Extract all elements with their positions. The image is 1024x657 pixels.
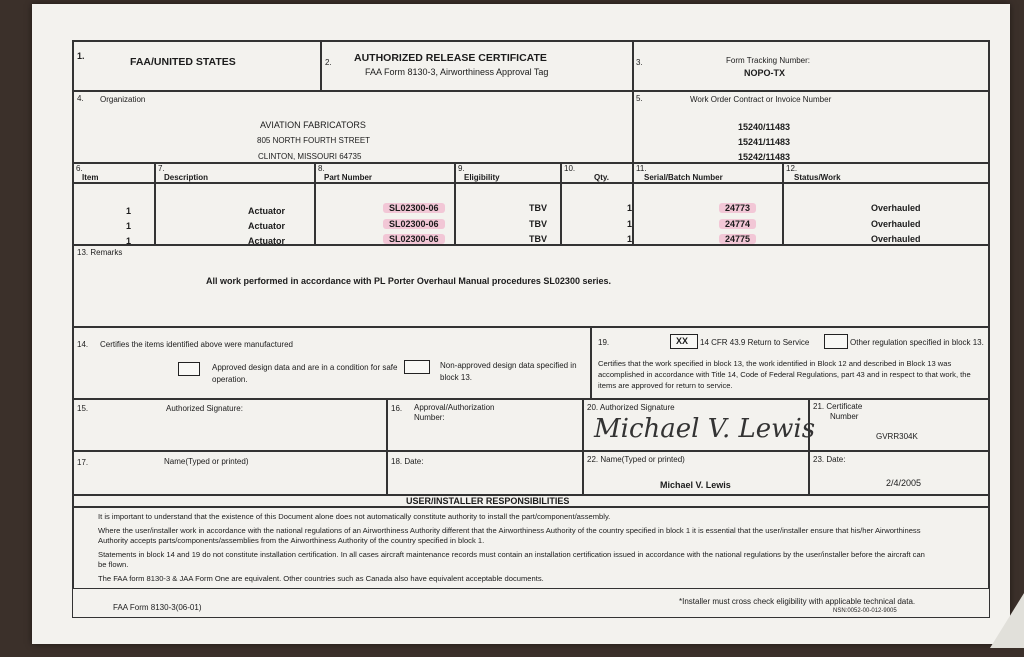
table-row: [73, 221, 989, 235]
organization-city: CLINTON, MISSOURI 64735: [258, 152, 362, 161]
certificate-paper: [32, 4, 1010, 644]
header-serial: 11. Serial/Batch Number: [633, 163, 783, 183]
organization-label: Organization: [100, 95, 146, 104]
return-to-service-label: 14 CFR 43.9 Return to Service: [700, 338, 810, 347]
eligibility-cell: TBV: [529, 219, 547, 229]
item-cell: 1: [126, 206, 132, 216]
description-cell: Actuator: [248, 206, 286, 216]
qty-cell: 1: [627, 203, 633, 213]
item-cell: 1: [126, 221, 132, 231]
certificate-number-label: Number: [830, 412, 859, 421]
status-cell: Overhauled: [871, 234, 921, 244]
non-approved-design-checkbox[interactable]: [404, 360, 430, 374]
tracking-label: Form Tracking Number:: [726, 56, 811, 65]
item-cell: 1: [126, 236, 132, 246]
block-19: [591, 327, 989, 399]
form-grid: [72, 40, 990, 618]
qty-cell: 1: [627, 219, 633, 229]
checkbox-mark: XX: [676, 336, 689, 346]
block-16-number: 16.: [391, 404, 403, 413]
description-cell: Actuator: [248, 236, 286, 246]
other-regulation-checkbox[interactable]: [824, 334, 848, 349]
block-19-number: 19.: [598, 338, 610, 347]
installer-note: *Installer must cross check eligibility with applicable technical data.: [679, 597, 916, 606]
block-4-number: 4.: [77, 94, 84, 103]
non-approved-design-label: Non-approved design data specified in block 13.: [440, 361, 577, 382]
authorized-signature-label: Authorized Signature:: [166, 404, 243, 413]
responsibility-paragraph-2: Where the user/installer work in accordance with the national regulations of an Airworthiness Authority different that the Airworthiness Authority of the country specified in block 1 it is essential that the user/installer ensure that his/her Airworthiness Authority accepts parts/components/assemblies from the Airworthiness Authority of the country specified in block 1.: [98, 526, 921, 545]
block-4: [73, 91, 633, 163]
block-21-label: 21. Certificate: [813, 402, 863, 411]
folded-corner: [990, 564, 1024, 648]
block-18-label: 18. Date:: [391, 457, 424, 466]
work-order-label: Work Order Contract or Invoice Number: [690, 95, 832, 104]
block-18: [387, 451, 583, 495]
header-item: 6. Item: [73, 163, 155, 183]
organization-street: 805 NORTH FOURTH STREET: [257, 136, 371, 145]
block-20-label: 20. Authorized Signature: [587, 403, 675, 412]
work-order-2: 15241/11483: [738, 137, 791, 147]
certificate-subtitle: FAA Form 8130-3, Airworthiness Approval Tag: [365, 67, 549, 77]
part-number-cell: SL02300-06: [383, 234, 445, 244]
block-17: [73, 451, 387, 495]
status-cell: Overhauled: [871, 203, 921, 213]
organization-name: AVIATION FABRICATORS: [260, 120, 366, 130]
approved-design-label: Approved design data and are in a condition for safe operation.: [212, 363, 398, 384]
responsibility-paragraph-4: The FAA form 8130-3 & JAA Form One are equivalent. Other countries such as Canada also have equivalent acceptable documents.: [98, 574, 544, 583]
responsibility-paragraph-1: It is important to understand that the existence of this Document alone does not automatically constitute authority to install the part/component/assembly.: [98, 512, 611, 521]
responsibility-paragraph-3: Statements in block 14 and 19 do not constitute installation certification. In all cases aircraft maintenance records must contain an installation certification issued in accordance with the national regulations by the user/installer before the aircraft can be flown.: [98, 550, 925, 569]
printed-name: Michael V. Lewis: [660, 480, 731, 490]
eligibility-cell: TBV: [529, 234, 547, 244]
block-2-number: 2.: [325, 58, 332, 67]
block-21: [809, 399, 989, 451]
status-cell: Overhauled: [871, 219, 921, 229]
block-15: [73, 399, 387, 451]
other-regulation-label: Other regulation specified in block 13.: [850, 338, 984, 347]
tracking-number: NOPO-TX: [744, 68, 786, 78]
certificate-title: AUTHORIZED RELEASE CERTIFICATE: [354, 52, 547, 64]
block-13-remarks: [73, 245, 989, 327]
work-order-3: 15242/11483: [738, 152, 791, 162]
header-eligibility: 9. Eligibility: [455, 163, 561, 183]
qty-cell: 1: [627, 234, 633, 244]
block-14-label: Certifies the items identified above were manufactured: [100, 340, 293, 349]
approved-design-checkbox[interactable]: [178, 362, 200, 376]
header-qty: 10. Qty.: [561, 163, 633, 183]
block-1: [73, 41, 321, 91]
block-16: [387, 399, 583, 451]
header-description: 7. Description: [155, 163, 315, 183]
part-number-cell: SL02300-06: [383, 203, 445, 213]
block-22-label: 22. Name(Typed or printed): [587, 455, 685, 464]
header-part-number: 8. Part Number: [315, 163, 455, 183]
block-14: [73, 327, 591, 399]
serial-cell: 24774: [719, 219, 756, 229]
remarks-label: 13. Remarks: [77, 248, 123, 257]
block-3: [633, 41, 989, 91]
block-5-number: 5.: [636, 94, 643, 103]
serial-cell: 24775: [719, 234, 756, 244]
part-number-cell: SL02300-06: [383, 219, 445, 229]
table-row: [73, 203, 989, 220]
nsn-number: NSN:0052-00-012-9005: [833, 608, 897, 614]
certificate-number: GVRR304K: [876, 432, 918, 441]
header-status: 12. Status/Work: [783, 163, 989, 183]
responsibilities-title: USER/INSTALLER RESPONSIBILITIES: [406, 496, 570, 506]
block-14-number: 14.: [77, 340, 89, 349]
block-2: [321, 41, 633, 91]
country-authority: FAA/UNITED STATES: [130, 56, 236, 68]
block-22: [583, 451, 809, 495]
work-order-1: 15240/11483: [738, 122, 791, 132]
description-cell: Actuator: [248, 221, 286, 231]
block-3-number: 3.: [636, 58, 643, 67]
remarks-text: All work performed in accordance with PL Porter Overhaul Manual procedures SL02300 series.: [206, 276, 611, 286]
block-20: [583, 399, 816, 451]
responsibilities-title-bar: [73, 495, 989, 507]
eligibility-cell: TBV: [529, 203, 547, 213]
serial-cell: 24773: [719, 203, 756, 213]
approval-number-label: Approval/Authorization Number:: [414, 403, 495, 422]
block-23: [809, 451, 989, 495]
block-5: [633, 91, 989, 163]
block-19-statement: Certifies that the work specified in block 13, the work identified in Block 12 and described in Block 13 was accomplished in accordance with Title 14, Code of Federal Regulations, part 43 and in respect to that work, the items are approved for return to service.: [598, 359, 971, 390]
block-15-number: 15.: [77, 404, 89, 413]
block-23-label: 23. Date:: [813, 455, 846, 464]
return-to-service-checkbox[interactable]: [670, 334, 698, 349]
issue-date: 2/4/2005: [886, 478, 922, 488]
block-1-number: 1.: [77, 51, 85, 61]
block-17-number: 17.: [77, 458, 89, 467]
form-identifier: FAA Form 8130-3(06-01): [113, 603, 202, 612]
responsibilities-body: [73, 507, 989, 589]
handwritten-signature: Michael V. Lewis: [594, 414, 816, 444]
name-label: Name(Typed or printed): [164, 457, 249, 466]
